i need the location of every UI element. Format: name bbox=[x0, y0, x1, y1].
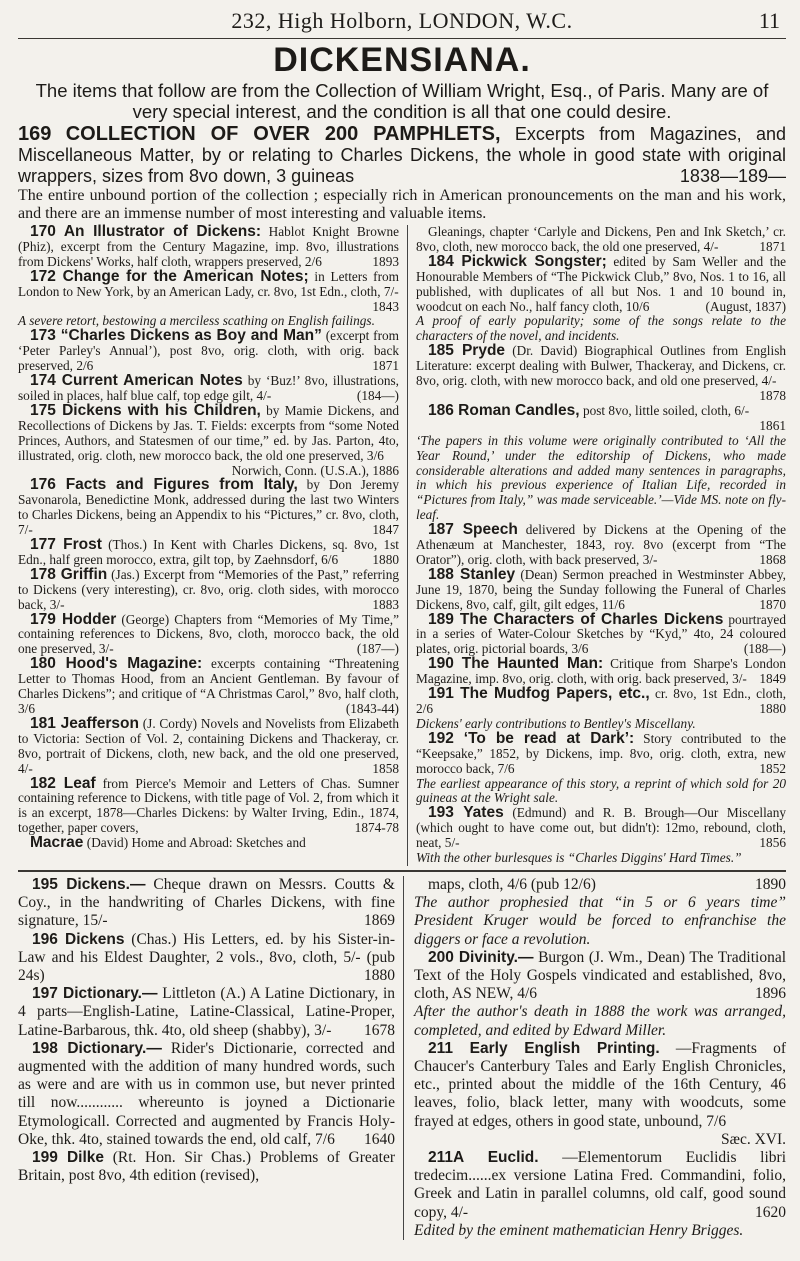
entry-heading: 173 “Charles Dickens as Boy and Man” bbox=[30, 327, 322, 345]
entry-note: ‘The papers in this volume were originally contributed to ‘All the Year Round,’ under the editorship of Dickens, who made considerable alterations and added many sentences in paragraphs, in which his previous experience of Italian Life, recorded in “Pictures from Italy,” was made serviceable.’—Vide MS. note on fly-leaf. bbox=[416, 432, 786, 523]
entry-text: Hablot Knight Browne (Phiz), excerpt from the Century Magazine, imp. 8vo, illustrations from Dickens' Works, half cloth, wrappers preserved, 2/6 bbox=[18, 224, 400, 269]
entry-note: Dickens' early contributions to Bentley's Miscellany. bbox=[416, 715, 696, 731]
entry-date: 1849 bbox=[759, 671, 786, 687]
entry-text: (Jas.) Excerpt from “Memories of the Past,” referring to Dickens (very interesting), cr. 8vo, orig. cloth sides, with morocco back, 3/- bbox=[18, 566, 399, 612]
entry-date: (188—) bbox=[743, 641, 786, 657]
entry-heading: 197 Dictionary.— bbox=[32, 985, 158, 1003]
entry-text: Critique from Sharpe's London Magazine, imp. 8vo, orig. cloth, with orig. back preserved, 3/- bbox=[416, 656, 787, 687]
entry-date: 1856 bbox=[759, 835, 786, 851]
upper-columns bbox=[18, 225, 786, 866]
entry-text: Rider's Dictionarie, corrected and augmented with the addition of many hundred words, such as were and are with us in common use, but never printed till now............ whereunto is joyned a Dictionarie Etymologicall. Corrected and augmented by Francis Holy-Oke, thk. 4to, stained towards the end, old calf, 7/6 bbox=[18, 1039, 396, 1148]
entry-note: After the author's death in 1888 the work was arranged, completed, and edited by Edward Miller. bbox=[414, 1003, 786, 1039]
entry-heading: 211A Euclid. bbox=[428, 1149, 539, 1167]
entry-heading: 198 Dictionary.— bbox=[32, 1039, 162, 1057]
entry-date: 1852 bbox=[759, 760, 786, 776]
catalogue-entry bbox=[18, 401, 400, 479]
entry-text: (J. Cordy) Novels and Novelists from Elizabeth to Victoria: Section of Vol. 2, containing Dickens and Thackeray, cr. 8vo, portrait of Dickens, cloth, new back, and the old one preserved, 4/- bbox=[18, 715, 400, 776]
catalogue-entry bbox=[18, 267, 399, 330]
entry-heading: 190 The Haunted Man: bbox=[428, 655, 604, 673]
entry-date: 1620 bbox=[755, 1203, 786, 1221]
entry-heading: 176 Facts and Figures from Italy, bbox=[30, 476, 298, 494]
catalogue-entry bbox=[416, 344, 786, 404]
entry-heading: Macrae bbox=[30, 834, 84, 852]
catalogue-entry bbox=[18, 374, 399, 404]
entry-text: Story contributed to the “Keepsake,” 1852, by Dickens, imp. 8vo, orig. cloth, extra, new morocco back, 7/6 bbox=[416, 730, 787, 776]
entry-heading: 187 Speech bbox=[428, 521, 518, 539]
entry-text: in Letters from London to New York, by an American Lady, cr. 8vo, 1st Edn., cloth, 7/- bbox=[18, 268, 399, 299]
entry-date: 1640 bbox=[364, 1130, 395, 1148]
entry-date: (187—) bbox=[356, 641, 399, 657]
entry-text: Littleton (A.) A Latine Dictionary, in 4 parts—English-Latine, Latine-Classical, Latine-Proper, Latine-Barbarous, thk. 4to, old sheep (shabby), 3/- bbox=[18, 985, 396, 1039]
entry-date: 1870 bbox=[759, 596, 786, 612]
lot-169-title: COLLECTION OF OVER 200 PAMPHLETS, bbox=[65, 123, 501, 145]
entry-text: Gleanings, chapter ‘Carlyle and Dickens, Pen and Ink Sketch,’ cr. 8vo, cloth, new morocco back, the old one preserved, 4/- bbox=[416, 224, 786, 254]
entry-heading: 178 Griffin bbox=[30, 565, 108, 583]
entry-date: (1843-44) bbox=[345, 701, 399, 716]
catalogue-entry bbox=[18, 836, 399, 851]
entry-date: Sæc. XVI. bbox=[720, 1130, 786, 1148]
entry-note: A severe retort, bestowing a merciless scathing on English failings. bbox=[18, 313, 375, 329]
entry-date: 1858 bbox=[372, 760, 399, 776]
entry-date: Norwich, Conn. (U.S.A.), 1886 bbox=[231, 462, 399, 478]
left-column bbox=[18, 225, 408, 866]
lot-169-dates: 1838—189— bbox=[679, 166, 786, 186]
running-head bbox=[18, 8, 786, 34]
entry-heading: 211 Early English Printing. bbox=[428, 1039, 660, 1057]
entry-text: (George) Chapters from “Memories of My Time,” containing references to Dickens, 8vo, cloth, morocco back, the old one preserved, 3/- bbox=[18, 611, 399, 657]
page-number: 11 bbox=[758, 8, 780, 33]
catalogue-entry bbox=[18, 565, 399, 613]
entry-date: 1871 bbox=[372, 358, 399, 374]
entry-date: (184—) bbox=[356, 387, 399, 403]
entry-text: (Rt. Hon. Sir Chas.) Problems of Greater Britain, post 8vo, 4th edition (revised), bbox=[18, 1149, 396, 1185]
section-intro: The items that follow are from the Collection of William Wright, Esq., of Paris. Many are of very special interest, and the condition is all that one could desire. bbox=[35, 80, 769, 122]
entry-date: (August, 1837) bbox=[705, 298, 786, 314]
entry-text: by Mamie Dickens, and Recollections of Dickens by Jas. T. Fields: excerpts from “some Noted Princes, Authors, and Statesmen of our time,” ed. by Jas. Parton, 4to, illustrated, orig. cloth, new morocco back, the old one preserved, 3/6 bbox=[18, 402, 400, 463]
entry-note: The earliest appearance of this story, a reprint of which sold for 20 guineas at the Wright sale. bbox=[416, 775, 786, 806]
entry-text: Burgon (J. Wm., Dean) The Traditional Text of the Holy Gospels vindicated and established, 8vo, cloth, AS NEW, 4/6 bbox=[414, 948, 787, 1003]
entry-text: from Pierce's Memoir and Letters of Chas. Sumner containing reference to Dickens, with title page of Vol. 2, from which it is an excerpt, 1878—Charles Dickens: by Walter Irving, Edin., 1874, together, paper covers, bbox=[18, 775, 399, 836]
catalogue-entry bbox=[18, 774, 399, 837]
entry-text: Cheque drawn on Messrs. Coutts & Coy., in the handwriting of Charles Dickens, with fine signature, 15/- bbox=[18, 875, 395, 930]
entry-text: —Elementorum Euclidis libri tredecim......ex versione Latina Fred. Commandini, folio, Greek and Latin in parallel columns, old calf, good sound copy, 4/- bbox=[414, 1149, 786, 1221]
entry-text: pourtrayed in a series of Water-Colour Sketches by “Kyd,” 4to, 24 coloured plates, orig. pictorial boards, 3/6 bbox=[416, 611, 786, 657]
catalogue-entry bbox=[18, 1040, 395, 1149]
header-rule bbox=[18, 38, 786, 39]
catalogue-entry bbox=[416, 657, 786, 687]
entry-heading: 175 Dickens with his Children, bbox=[30, 401, 261, 419]
catalogue-entry bbox=[18, 931, 395, 986]
entry-date: 1868 bbox=[759, 551, 786, 567]
entry-heading: 170 An Illustrator of Dickens: bbox=[30, 223, 261, 240]
entry-heading: 185 Pryde bbox=[428, 342, 506, 360]
entry-date: 1880 bbox=[759, 701, 786, 716]
entry-note: Edited by the eminent mathematician Henry Brigges. bbox=[414, 1221, 744, 1239]
entry-date: 1861 bbox=[759, 417, 786, 433]
catalogue-entry bbox=[18, 538, 399, 568]
entry-text: maps, cloth, 4/6 (pub 12/6) bbox=[428, 875, 596, 893]
entry-text: (Chas.) His Letters, ed. by his Sister-in-Law and his Eldest Daughter, 2 vols., 8vo, cloth, 5/- (pub 24s) bbox=[18, 930, 396, 984]
entry-date: 1869 bbox=[364, 912, 395, 930]
entry-date: 1896 bbox=[755, 985, 786, 1003]
entry-text: (Dean) Sermon preached in Westminster Abbey, June 19, 1870, being the Sunday following the Funeral of Charles Dickens, 8vo, calf, gilt, gilt edges, 11/6 bbox=[416, 566, 787, 612]
lot-169 bbox=[18, 124, 786, 223]
catalogue-entry bbox=[18, 985, 395, 1040]
entry-text: delivered by Dickens at the Opening of the Athenæum at Manchester, 1843, roy. 8vo (excerpt from “The Orator”), orig. cloth, with back preserved, 3/- bbox=[416, 522, 786, 567]
entry-text: (excerpt from ‘Peter Parley's Annual’), post 8vo, orig. cloth, with orig. back preserved, 2/6 bbox=[18, 328, 400, 374]
catalogue-entry bbox=[416, 523, 786, 568]
lower-right-column bbox=[404, 876, 786, 1240]
catalogue-entry bbox=[416, 565, 787, 613]
entry-heading: 196 Dickens bbox=[32, 930, 125, 948]
catalogue-entry bbox=[18, 478, 399, 538]
entry-heading: 192 ‘To be read at Dark’: bbox=[428, 729, 635, 747]
lot-169-body: Excerpts from Magazines, and Miscellaneous Matter, by or relating to Charles Dickens, the whole in good state with original wrappers, sizes from 8vo down, 3 guineas bbox=[18, 124, 786, 186]
catalogue-entry bbox=[416, 225, 786, 255]
entry-heading: 189 The Characters of Charles Dickens bbox=[428, 610, 724, 628]
entry-heading: 181 Jeafferson bbox=[30, 714, 139, 732]
entry-date: 1880 bbox=[372, 551, 399, 567]
entry-text: (Thos.) In Kent with Charles Dickens, sq. 8vo, 1st Edn., half green morocco, extra, gilt top, by Zaehnsdorf, 6/6 bbox=[18, 537, 399, 567]
entry-text: edited by Sam Weller and the Honourable Members of “The Pickwick Club,” 8vo, Nos. 1 to 16, all published, with duplicates of all but Nos. 1 and 10 bound in, woodcut on each No., half fancy cloth, 10/6 bbox=[416, 253, 786, 314]
catalogue-entry bbox=[18, 714, 400, 777]
catalogue-entry bbox=[416, 401, 786, 523]
entry-heading: 195 Dickens.— bbox=[32, 875, 146, 893]
entry-text: —Fragments of Chaucer's Canterbury Tales and Early English Chronicles, etc., printed about the middle of the 16th Century, 46 leaves, folio, black letter, many with woodcuts, some frayed at edges, others in good state, unbound, 7/6 bbox=[414, 1039, 786, 1130]
catalogue-entry bbox=[416, 252, 786, 344]
catalogue-entry bbox=[414, 876, 786, 949]
entry-heading: 174 Current American Notes bbox=[30, 372, 243, 390]
entry-heading: 188 Stanley bbox=[428, 565, 516, 583]
catalogue-entry bbox=[416, 687, 786, 732]
catalogue-entry bbox=[416, 610, 786, 658]
entry-text: (David) Home and Abroad: Sketches and bbox=[86, 835, 306, 851]
lower-left-column bbox=[18, 876, 404, 1240]
entry-text: (Edmund) and R. B. Brough—Our Miscellany (which ought to have come out, but didn't): 12mo, rebound, cloth, neat, 5/- bbox=[416, 805, 786, 851]
lower-columns bbox=[18, 876, 786, 1240]
entry-text: by Don Jeremy Savonarola, Benedictine Monk, addressed during the last two Winters to Charles Dickens, being an Appendix to his “Pictures,” cr. 8vo, cloth, 7/- bbox=[18, 477, 399, 538]
catalogue-entry bbox=[416, 729, 787, 807]
catalogue-entry bbox=[414, 1040, 786, 1149]
entry-date: 1847 bbox=[372, 522, 399, 538]
entry-date: 1883 bbox=[372, 596, 399, 612]
entry-date: 1890 bbox=[755, 875, 786, 893]
catalogue-entry bbox=[18, 225, 399, 270]
right-column bbox=[408, 225, 786, 866]
entry-date: 1871 bbox=[759, 238, 786, 254]
entry-heading: 180 Hood's Magazine: bbox=[30, 655, 203, 673]
lot-169-number: 169 bbox=[18, 123, 52, 145]
entry-heading: 172 Change for the American Notes; bbox=[30, 267, 309, 285]
entry-text: by ‘Buz!’ 8vo, illustrations, soiled in places, half blue calf, top edge gilt, 4/- bbox=[18, 373, 400, 403]
entry-date: 1880 bbox=[364, 966, 395, 984]
entry-heading: 199 Dilke bbox=[32, 1149, 105, 1167]
entry-note: A proof of early popularity; some of the songs relate to the characters of the novel, and incidents. bbox=[416, 313, 786, 344]
entry-heading: 184 Pickwick Songster; bbox=[428, 252, 607, 270]
entry-text: excerpts containing “Threatening Letter to Thomas Hood, from an Ancient Gentleman. By favour of Charles Dickens”; and critique of “A Christmas Carol,” 8vo, half cloth, 3/6 bbox=[18, 656, 400, 716]
entry-heading: 186 Roman Candles, bbox=[428, 401, 580, 419]
entry-heading: 182 Leaf bbox=[30, 774, 96, 792]
entry-date: 1878 bbox=[759, 387, 786, 403]
entry-heading: 179 Hodder bbox=[30, 610, 117, 628]
section-divider bbox=[18, 870, 786, 872]
catalogue-entry bbox=[414, 1149, 786, 1240]
entry-date: 1678 bbox=[364, 1021, 395, 1039]
entry-heading: 177 Frost bbox=[30, 536, 102, 554]
entry-heading: 191 The Mudfog Papers, etc., bbox=[428, 685, 650, 703]
entry-text: post 8vo, little soiled, cloth, 6/- bbox=[582, 402, 750, 418]
catalogue-entry bbox=[414, 949, 786, 1040]
publisher-address: 232, High Holborn, LONDON, W.C. bbox=[231, 8, 573, 33]
catalogue-entry bbox=[18, 657, 399, 717]
entry-text: cr. 8vo, 1st Edn., cloth, 2/6 bbox=[416, 686, 787, 716]
entry-text: (Dr. David) Biographical Outlines from English Literature: excerpt dealing with Bulwer, Thackeray, and Dickens, cr. 8vo, orig. cloth, with new morocco back, and old one preserved, 4/- bbox=[416, 343, 787, 389]
catalogue-entry bbox=[18, 610, 399, 658]
entry-note: With the other burlesques is “Charles Diggins' Hard Times.” bbox=[416, 850, 742, 866]
entry-note: The author prophesied that “in 5 or 6 years time” President Kruger would be forced to enfranchise the diggers or face a revolution. bbox=[414, 894, 786, 948]
catalogue-entry bbox=[18, 329, 399, 374]
catalogue-entry bbox=[18, 876, 395, 931]
lot-169-description: The entire unbound portion of the collection ; especially rich in American pronouncements on the man and his work, and there are an immense number of most interesting and valuable items. bbox=[18, 187, 786, 222]
catalogue-entry bbox=[416, 806, 786, 866]
entry-heading: 200 Divinity.— bbox=[428, 948, 534, 966]
catalogue-entry bbox=[18, 1149, 395, 1185]
section-title: DICKENSIANA. bbox=[273, 41, 531, 79]
entry-date: 1874-78 bbox=[354, 820, 399, 836]
entry-date: 1843 bbox=[372, 298, 399, 314]
entry-heading: 193 Yates bbox=[428, 804, 504, 822]
entry-date: 1893 bbox=[372, 253, 399, 269]
